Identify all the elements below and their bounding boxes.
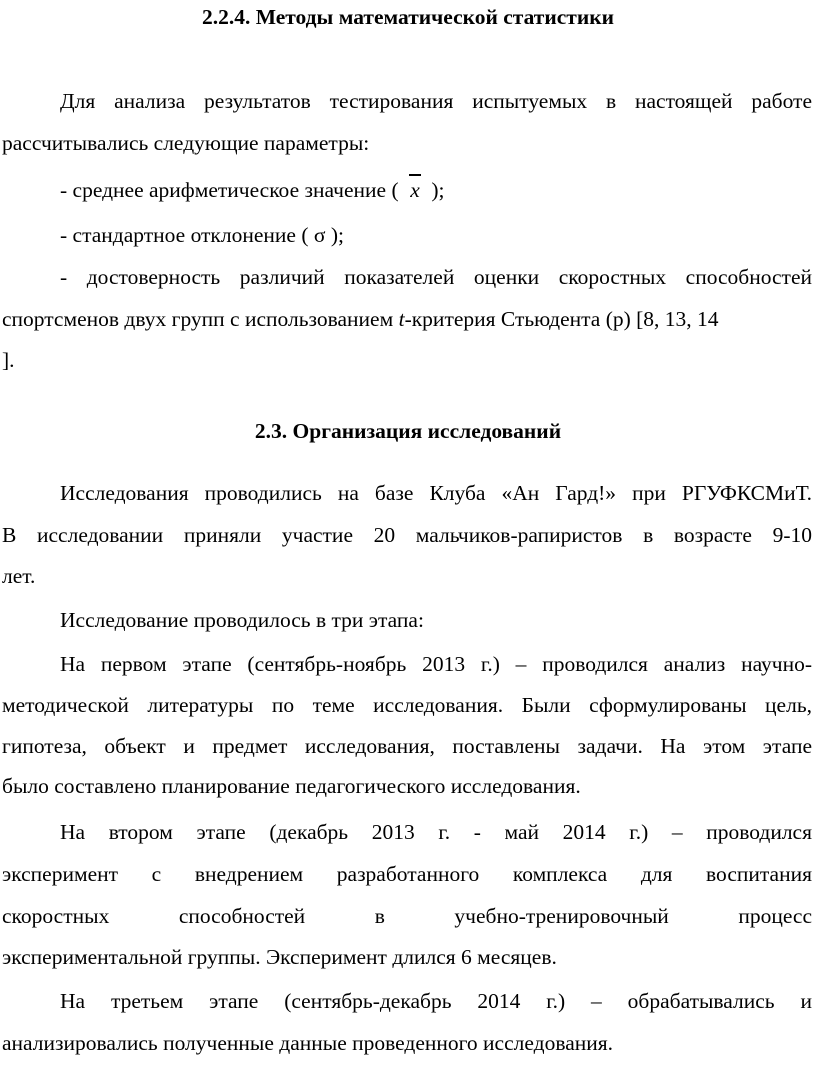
paragraph-line: ]. (2, 348, 15, 372)
paragraph-line: Исследование проводилось в три этапа: (60, 608, 424, 632)
paragraph-line: гипотеза, объект и предмет исследования, поставлены задачи. На этом этапе (2, 734, 812, 758)
text-run: -критерия Стьюдента (р) [8, 13, 14 (404, 307, 719, 331)
paragraph-line: В исследовании приняли участие 20 мальчиков-рапиристов в возрасте 9-10 (2, 523, 812, 547)
text-run: спортсменов двух групп с использованием (2, 307, 399, 331)
paragraph-line: На первом этапе (сентябрь-ноябрь 2013 г.) – проводился анализ научно- (60, 652, 812, 676)
mean-symbol: x (404, 177, 426, 203)
t-symbol: t (398, 307, 405, 331)
paragraph-line: анализировались полученные данные проведенного исследования. (2, 1031, 614, 1055)
paragraph-line: Для анализа результатов тестирования испытуемых в настоящей работе (60, 89, 812, 113)
paragraph-line: Исследования проводились на базе Клуба «Ан Гард!» при РГУФКСМиТ. (60, 481, 812, 505)
paragraph-line: скоростных способностей в учебно-тренировочный процесс (2, 904, 812, 928)
list-item-mean (60, 177, 445, 203)
paragraph-line (2, 306, 719, 332)
paragraph-line: было составлено планирование педагогического исследования. (2, 774, 581, 798)
section-heading-2-3: 2.3. Организация исследований (254, 419, 562, 443)
list-item-text: ); (431, 178, 445, 202)
paragraph-line: На втором этапе (декабрь 2013 г. - май 2014 г.) – проводился (60, 820, 812, 844)
paragraph-line: лет. (2, 564, 36, 588)
paragraph-line: методической литературы по теме исследования. Были сформулированы цель, (2, 693, 812, 717)
paragraph-line: На третьем этапе (сентябрь-декабрь 2014 г.) – обрабатывались и (60, 989, 812, 1013)
paragraph-line: эксперимент с внедрением разработанного комплекса для воспитания (2, 862, 812, 886)
section-heading-2-2-4: 2.2.4. Методы математической статистики (201, 5, 615, 29)
list-item-significance: - достоверность различий показателей оценки скоростных способностей (60, 265, 812, 289)
list-item-text: - среднее арифметическое значение ( (60, 178, 399, 202)
paragraph-line: экспериментальной группы. Эксперимент длился 6 месяцев. (2, 945, 557, 969)
paragraph-line: рассчитывались следующие параметры: (2, 131, 370, 155)
list-item-std-deviation: - стандартное отклонение ( σ ); (60, 223, 344, 247)
